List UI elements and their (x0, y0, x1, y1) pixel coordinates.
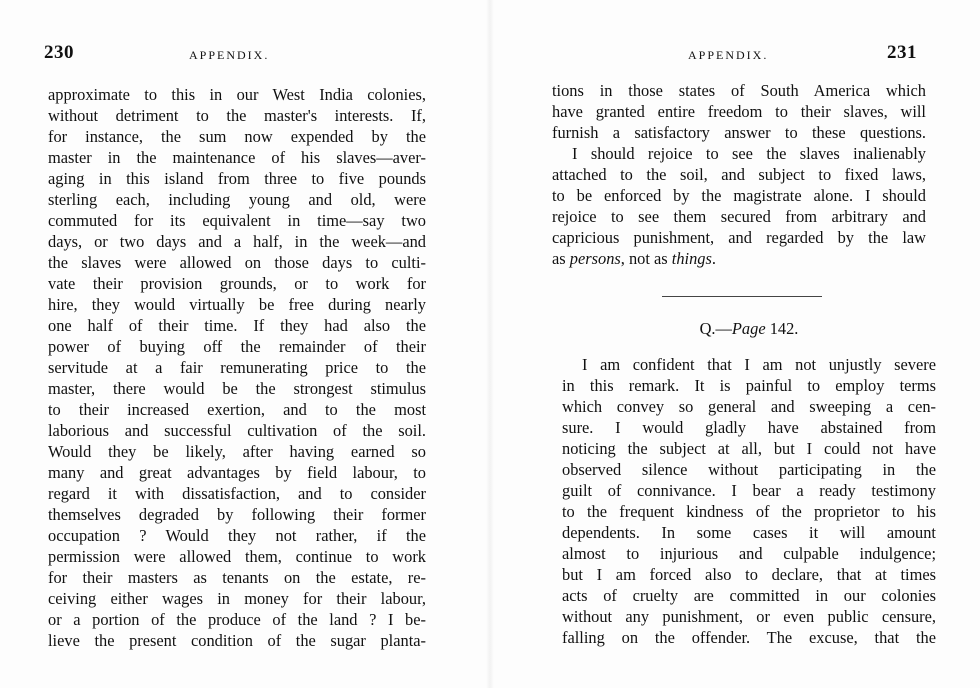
text-fragment: as (552, 249, 570, 268)
italic-term: persons (569, 249, 621, 268)
text-line: to be enforced by the magistrate alone. I should (552, 186, 926, 205)
running-head: APPENDIX. (189, 48, 270, 62)
text-line: or a portion of the produce of the land ? I be- (48, 610, 426, 629)
text-line: rejoice to see them secured from arbitrary and (552, 207, 926, 226)
text-line: for instance, the sum now expended by the (48, 127, 426, 146)
text-fragment: , not as (620, 249, 672, 268)
heading-number: 142. (765, 319, 799, 338)
right-page (490, 0, 980, 688)
text-line: noticing the subject at all, but I could not have (562, 439, 936, 458)
text-line: almost to injurious and culpable indulgence; (562, 544, 936, 563)
text-fragment: . (711, 249, 716, 268)
text-line: for their masters as tenants on the estate, re- (48, 568, 426, 587)
text-line: occupation ? Would they not rather, if the (48, 526, 426, 545)
text-line: lieve the present condition of the sugar planta- (48, 631, 426, 650)
section-divider (662, 296, 822, 297)
text-line: power of buying off the remainder of their (48, 337, 426, 356)
text-line: vate their provision grounds, or to work for (48, 274, 426, 293)
text-line: to the frequent kindness of the proprietor to his (562, 502, 936, 521)
heading-prefix: Q.— (699, 319, 732, 338)
text-line: commuted for its equivalent in time—say two (48, 211, 426, 230)
text-line: observed silence without participating in the (562, 460, 936, 479)
text-line: in this remark. It is painful to employ terms (562, 376, 936, 395)
section-heading (562, 318, 936, 339)
text-line: regard it with dissatisfaction, and to consider (48, 484, 426, 503)
text-line: falling on the offender. The excuse, that the (562, 628, 936, 647)
text-line: ceiving either wages in money for their labour, (48, 589, 426, 608)
text-line: servitude at a fair remunerating price to the (48, 358, 426, 377)
text-line: one half of their time. If they had also the (48, 316, 426, 335)
text-line: sterling each, including young and old, were (48, 190, 426, 209)
text-line: master, there would be the strongest stimulus (48, 379, 426, 398)
page-number: 230 (44, 42, 74, 63)
text-line: furnish a satisfactory answer to these questions. (552, 123, 926, 142)
text-line: Would they be likely, after having earned so (48, 442, 426, 461)
text-line: permission were allowed them, continue to work (48, 547, 426, 566)
text-line: dependents. In some cases it will amount (562, 523, 936, 542)
text-line: days, or two days and a half, in the week—and (48, 232, 426, 251)
text-line: I should rejoice to see the slaves inalienably (572, 144, 926, 163)
heading-italic: Page (731, 319, 766, 338)
text-line: attached to the soil, and subject to fixed laws, (552, 165, 926, 184)
text-line: themselves degraded by following their former (48, 505, 426, 524)
text-line: have granted entire freedom to their slaves, will (552, 102, 926, 121)
text-line: aging in this island from three to five pounds (48, 169, 426, 188)
text-line: guilt of connivance. I bear a ready testimony (562, 481, 936, 500)
text-line: to their increased exertion, and to the most (48, 400, 426, 419)
text-line: I am confident that I am not unjustly severe (582, 355, 936, 374)
text-line: which convey so general and sweeping a cen- (562, 397, 936, 416)
text-line: but I am forced also to declare, that at times (562, 565, 936, 584)
text-line: the slaves were allowed on those days to culti- (48, 253, 426, 272)
text-line: tions in those states of South America which (552, 81, 926, 100)
text-line: without detriment to the master's interests. If, (48, 106, 426, 125)
text-line: master in the maintenance of his slaves—aver- (48, 148, 426, 167)
text-line: laborious and successful cultivation of the soil. (48, 421, 426, 440)
text-line: many and great advantages by field labour, to (48, 463, 426, 482)
page-number: 231 (887, 42, 917, 63)
text-line: capricious punishment, and regarded by the law (552, 228, 926, 247)
text-line (552, 248, 926, 269)
text-line: approximate to this in our West India colonies, (48, 85, 426, 104)
italic-term: things (671, 249, 712, 268)
text-line: sure. I would gladly have abstained from (562, 418, 936, 437)
text-line: without any punishment, or even public censure, (562, 607, 936, 626)
text-line: acts of cruelty are committed in our colonies (562, 586, 936, 605)
text-line: hire, they would virtually be free during nearly (48, 295, 426, 314)
running-head: APPENDIX. (688, 48, 769, 62)
